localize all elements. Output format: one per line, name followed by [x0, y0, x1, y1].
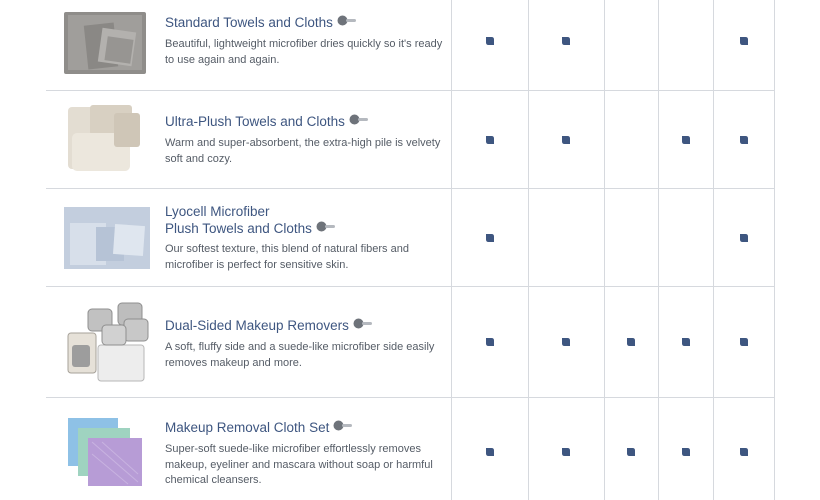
availability-mark-icon [485, 337, 495, 347]
product-description: Warm and super-absorbent, the extra-high pile is velvety soft and cozy. [165, 137, 441, 165]
table-row [46, 0, 775, 90]
product-description: Our softest texture, this blend of natural fibers and microfiber is perfect for sensitive skin. [165, 243, 409, 271]
ultra-plush-towels-image [62, 103, 152, 175]
makeup-cloth-set-image [62, 414, 152, 486]
availability-mark-icon [626, 337, 636, 347]
availability-mark-icon [681, 135, 691, 145]
availability-mark-icon [681, 447, 691, 457]
table-row [46, 287, 775, 397]
table-row [46, 189, 775, 286]
product-title: Makeup Removal Cloth Set [165, 419, 450, 436]
availability-mark-icon [739, 36, 749, 46]
availability-mark-icon [626, 447, 636, 457]
product-comparison-table [46, 0, 775, 500]
availability-mark-icon [485, 447, 495, 457]
product-title: Ultra-Plush Towels and Cloths [165, 113, 450, 130]
standard-towels-image [62, 10, 152, 78]
makeup-removers-image [62, 299, 152, 385]
lyocell-towels-image [62, 205, 152, 271]
envirolock-badge-icon [337, 15, 357, 26]
availability-mark-icon [681, 337, 691, 347]
availability-mark-icon [561, 36, 571, 46]
availability-mark-icon [485, 36, 495, 46]
availability-mark-icon [561, 337, 571, 347]
envirolock-badge-icon [353, 318, 373, 329]
product-description: Beautiful, lightweight microfiber dries quickly so it's ready to use again and again. [165, 38, 443, 66]
envirolock-badge-icon [349, 114, 369, 125]
availability-mark-icon [561, 447, 571, 457]
availability-mark-icon [739, 337, 749, 347]
availability-mark-icon [561, 135, 571, 145]
product-description: Super-soft suede-like microfiber effortlessly removes makeup, eyeliner and mascara without soap or harmful chemical cleansers. [165, 443, 433, 486]
table-row [46, 91, 775, 188]
availability-mark-icon [739, 233, 749, 243]
table-row [46, 398, 775, 500]
product-description: A soft, fluffy side and a suede-like microfiber side easily removes makeup and more. [165, 341, 435, 369]
availability-mark-icon [485, 233, 495, 243]
product-title: Lyocell Microfiber Plush Towels and Cloths [165, 203, 450, 237]
availability-mark-icon [739, 447, 749, 457]
product-title: Dual-Sided Makeup Removers [165, 317, 450, 334]
product-title: Standard Towels and Cloths [165, 14, 450, 31]
availability-mark-icon [739, 135, 749, 145]
availability-mark-icon [485, 135, 495, 145]
envirolock-badge-icon [333, 420, 353, 431]
envirolock-badge-icon [316, 221, 336, 232]
